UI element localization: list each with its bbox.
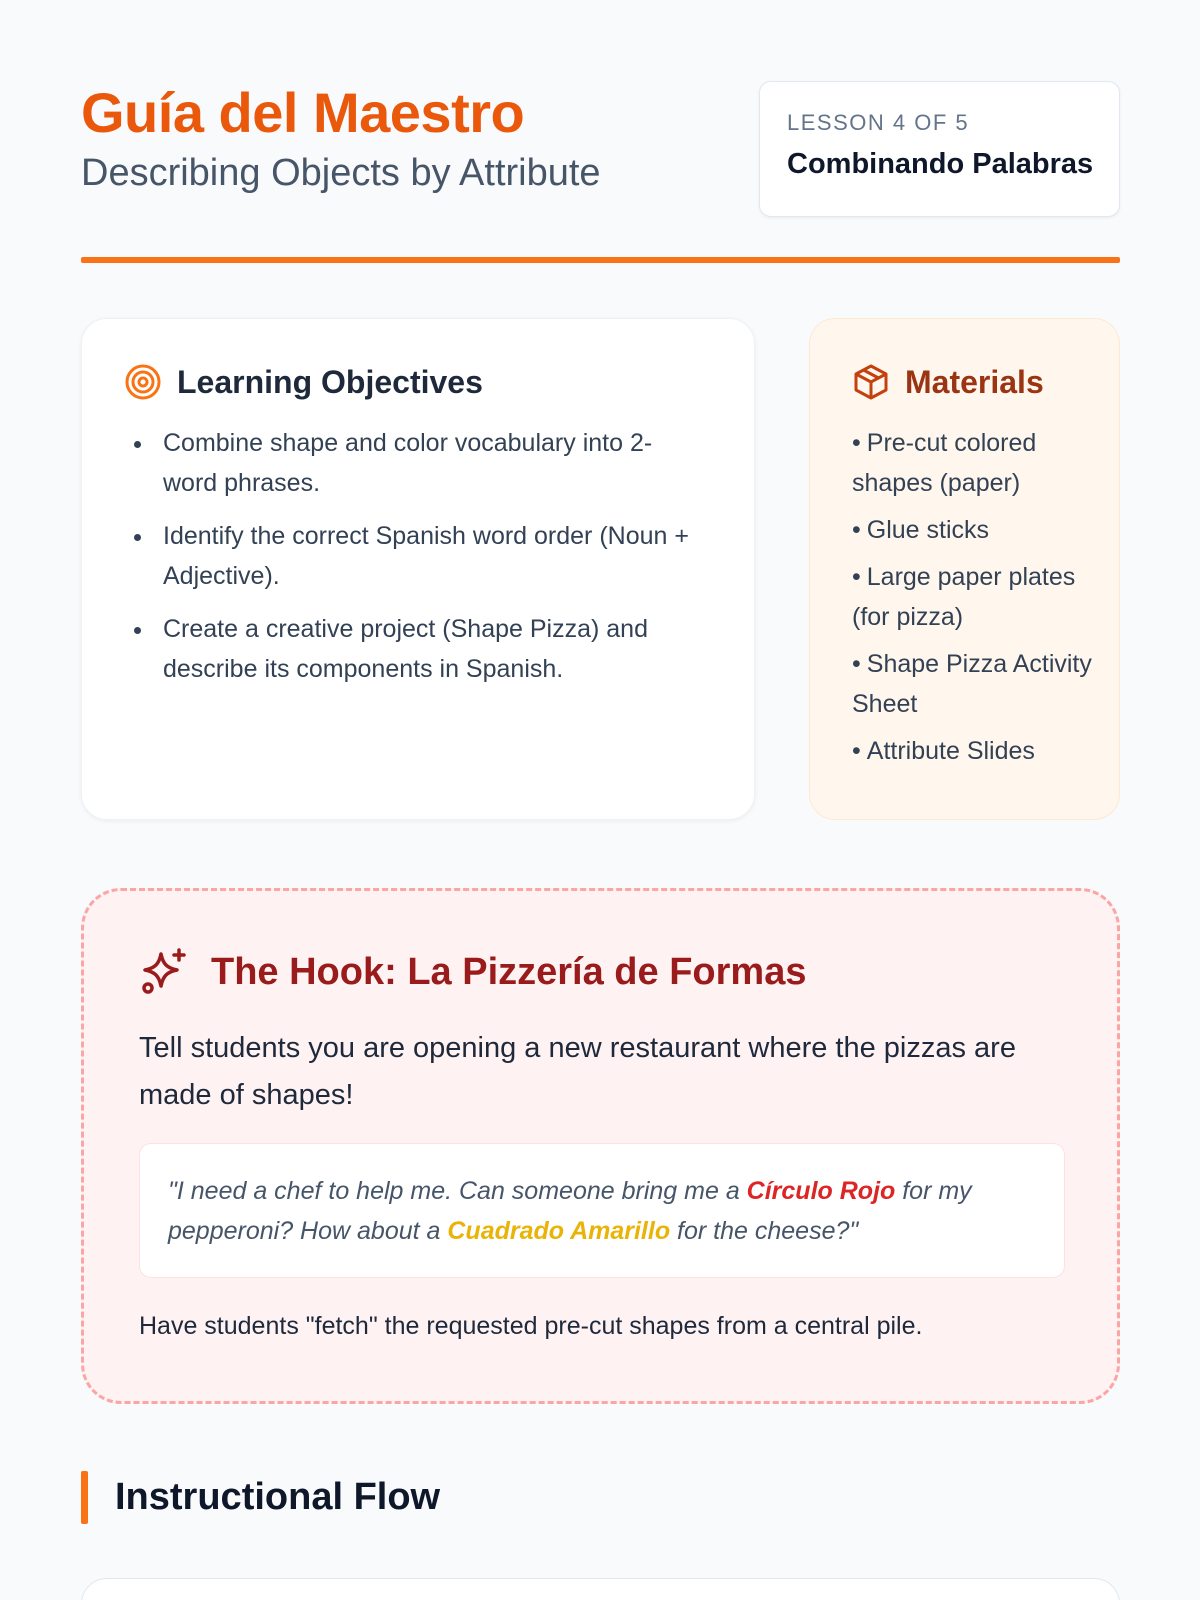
target-icon: [124, 363, 162, 401]
material-text: Attribute Slides: [866, 737, 1035, 765]
lesson-number-label: LESSON 4 OF 5: [787, 110, 970, 135]
list-item: Create a creative project (Shape Pizza) and describe its components in Spanish.: [124, 609, 714, 689]
quote-text: for the cheese?": [670, 1217, 859, 1245]
bullet: •: [852, 650, 861, 678]
objectives-heading: Learning Objectives: [177, 364, 483, 400]
box-icon: [852, 363, 890, 401]
bullet: •: [852, 737, 861, 765]
hook-heading: The Hook: La Pizzería de Formas: [211, 951, 807, 993]
lesson-badge: [759, 81, 1120, 217]
list-item: Combine shape and color vocabulary into 2-word phrases.: [124, 423, 714, 503]
objectives-list: [124, 423, 714, 689]
instructional-flow-heading: Instructional Flow: [115, 1476, 441, 1518]
hook-intro: Tell students you are opening a new restaurant where the pizzas are made of shapes!: [139, 1032, 1016, 1111]
bullet: •: [852, 429, 861, 457]
page-title: Guía del Maestro: [81, 81, 525, 144]
list-item: [852, 731, 1099, 771]
materials-heading: Materials: [905, 364, 1044, 400]
hook-quote: [139, 1143, 1065, 1278]
page-header: [81, 80, 1120, 220]
list-item: [852, 557, 1099, 637]
materials-header: [852, 359, 1099, 405]
page-subtitle: Describing Objects by Attribute: [81, 152, 601, 194]
quote-text: "I need a chef to help me. Can someone bring me a: [168, 1177, 747, 1205]
material-text: Pre-cut colored shapes (paper): [852, 429, 1037, 497]
hook-section: [81, 888, 1120, 1404]
hook-header: [139, 947, 1062, 997]
sparkles-icon: [139, 946, 191, 998]
materials-list: [852, 423, 1099, 771]
list-item: Identify the correct Spanish word order (Noun + Adjective).: [124, 516, 714, 596]
quote-text: for my pepperoni? How about a: [168, 1177, 972, 1245]
materials-card: [809, 318, 1120, 820]
material-text: Glue sticks: [866, 516, 990, 544]
lesson-name: Combinando Palabras: [787, 148, 1094, 180]
highlight-cuadrado-amarillo: Cuadrado Amarillo: [447, 1217, 671, 1245]
material-text: Large paper plates (for pizza): [852, 563, 1076, 631]
list-item: [852, 423, 1099, 503]
objectives-header: [124, 359, 714, 405]
bullet: •: [852, 516, 861, 544]
section-accent-bar: [81, 1471, 88, 1524]
hook-note: Have students "fetch" the requested pre-cut shapes from a central pile.: [139, 1312, 923, 1340]
instructional-flow-header: [81, 1471, 440, 1524]
highlight-circulo-rojo: Círculo Rojo: [746, 1177, 896, 1205]
material-text: Shape Pizza Activity Sheet: [852, 650, 1092, 718]
instructional-flow-card: [81, 1578, 1120, 1600]
learning-objectives-card: [81, 318, 755, 820]
bullet: •: [852, 563, 861, 591]
list-item: [852, 644, 1099, 724]
header-divider: [81, 257, 1120, 263]
list-item: [852, 510, 1099, 550]
